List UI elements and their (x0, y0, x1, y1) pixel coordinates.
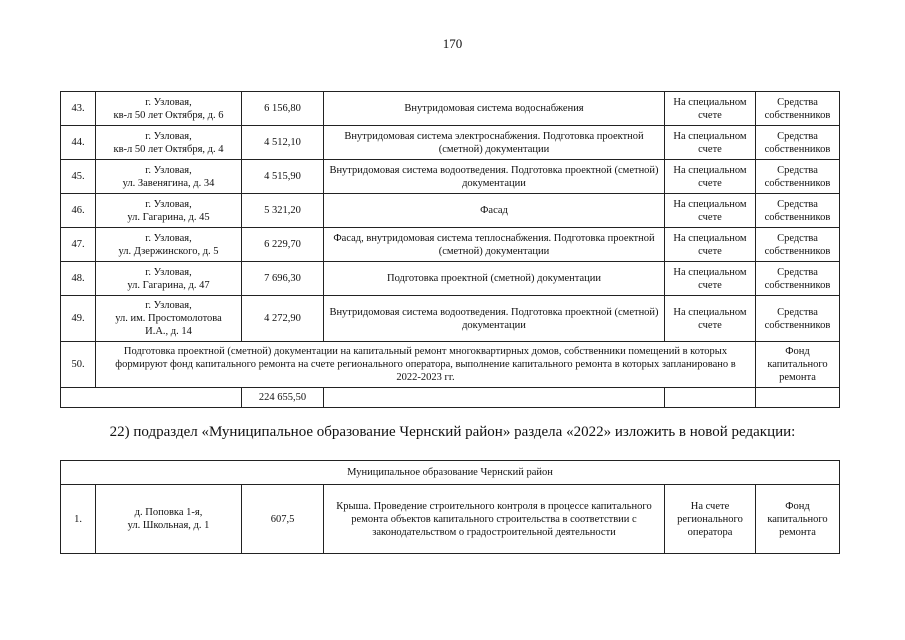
empty-cell (756, 388, 840, 408)
total-row (61, 388, 840, 408)
address-cell (96, 160, 242, 194)
address-cell (96, 126, 242, 160)
address-cell (96, 485, 242, 554)
table-row (61, 296, 840, 342)
row-number: 50. (61, 342, 96, 388)
amount-cell: 6 156,80 (242, 92, 324, 126)
amount-cell: 4 272,90 (242, 296, 324, 342)
account-cell: На специальном счете (665, 92, 756, 126)
address-line: кв-л 50 лет Октября, д. 6 (113, 109, 224, 121)
amount-cell: 7 696,30 (242, 262, 324, 296)
address-cell (96, 92, 242, 126)
account-cell: На счете регионального оператора (665, 485, 756, 554)
funding-cell: Фонд капитального ремонта (756, 342, 840, 388)
work-cell: Крыша. Проведение строительного контроля в процессе капитального ремонта объектов капитального строительства в соответствии с законодательством о градостроительной деятельности (324, 485, 665, 554)
table-row (61, 160, 840, 194)
account-cell: На специальном счете (665, 160, 756, 194)
work-cell: Внутридомовая система водоснабжения (324, 92, 665, 126)
address-line: ул. им. Простомолотова (115, 313, 222, 324)
address-line: И.А., д. 14 (145, 326, 192, 337)
funding-cell: Средства собственников (756, 126, 840, 160)
address-line: г. Узловая, (145, 96, 192, 108)
funding-cell: Средства собственников (756, 92, 840, 126)
row-number: 1. (61, 485, 96, 554)
address-line: ул. Школьная, д. 1 (127, 520, 210, 531)
empty-cell (324, 388, 665, 408)
work-cell: Фасад (324, 194, 665, 228)
funding-cell: Средства собственников (756, 194, 840, 228)
empty-cell (61, 388, 242, 408)
address-line: кв-л 50 лет Октября, д. 4 (113, 143, 224, 155)
address-cell (96, 296, 242, 342)
work-cell: Внутридомовая система водоотведения. Подготовка проектной (сметной) документации (324, 296, 665, 342)
funding-cell: Средства собственников (756, 160, 840, 194)
table-row (61, 485, 840, 554)
amount-cell: 6 229,70 (242, 228, 324, 262)
cherns-district-table (60, 460, 840, 554)
table-row (61, 342, 840, 388)
section-heading: 22) подраздел «Муниципальное образование Чернский район» раздела «2022» изложить в новой редакции: (109, 424, 796, 440)
address-line: г. Узловая, (145, 198, 192, 210)
row-number: 47. (61, 228, 96, 262)
table-header-row (61, 461, 840, 485)
address-cell (96, 228, 242, 262)
row-number: 48. (61, 262, 96, 296)
amount-cell: 4 515,90 (242, 160, 324, 194)
address-line: г. Узловая, (145, 130, 192, 142)
work-cell: Внутридомовая система электроснабжения. Подготовка проектной (сметной) документации (324, 126, 665, 160)
funding-cell: Средства собственников (756, 296, 840, 342)
work-cell: Фасад, внутридомовая система теплоснабжения. Подготовка проектной (сметной) документации (324, 228, 665, 262)
address-line: г. Узловая, (145, 266, 192, 278)
row-number: 49. (61, 296, 96, 342)
account-cell: На специальном счете (665, 296, 756, 342)
account-cell: На специальном счете (665, 262, 756, 296)
total-amount-cell: 224 655,50 (242, 388, 324, 408)
address-line: г. Узловая, (145, 164, 192, 176)
address-line: д. Поповка 1-я, (134, 507, 203, 518)
account-cell: На специальном счете (665, 126, 756, 160)
row-number: 45. (61, 160, 96, 194)
address-line: ул. Завенягина, д. 34 (122, 177, 215, 189)
funding-cell: Средства собственников (756, 228, 840, 262)
table-row (61, 92, 840, 126)
address-cell (96, 262, 242, 296)
address-line: г. Узловая, (145, 232, 192, 244)
summary-text-cell: Подготовка проектной (сметной) документации на капитальный ремонт многоквартирных домов, собственники помещений в которых формируют фонд капитального ремонта на счете регионального оператора, выполнение капитального ремонта в которых запланировано в 2022-2023 гг. (96, 342, 756, 388)
address-line: г. Узловая, (145, 300, 192, 311)
table-row (61, 126, 840, 160)
address-cell (96, 194, 242, 228)
account-cell: На специальном счете (665, 194, 756, 228)
account-cell: На специальном счете (665, 228, 756, 262)
address-line: ул. Гагарина, д. 45 (127, 211, 210, 223)
funding-cell: Средства собственников (756, 262, 840, 296)
funding-cell: Фонд капитального ремонта (756, 485, 840, 554)
capital-repair-table (60, 91, 840, 408)
empty-cell (665, 388, 756, 408)
table-row (61, 228, 840, 262)
district-header: Муниципальное образование Чернский район (61, 461, 840, 485)
amount-cell: 4 512,10 (242, 126, 324, 160)
page-number: 170 (442, 36, 463, 51)
amount-cell: 5 321,20 (242, 194, 324, 228)
address-line: ул. Дзержинского, д. 5 (118, 245, 219, 257)
work-cell: Подготовка проектной (сметной) документации (324, 262, 665, 296)
address-line: ул. Гагарина, д. 47 (127, 279, 210, 291)
table-row (61, 262, 840, 296)
row-number: 43. (61, 92, 96, 126)
row-number: 44. (61, 126, 96, 160)
table-row (61, 194, 840, 228)
row-number: 46. (61, 194, 96, 228)
work-cell: Внутридомовая система водоотведения. Подготовка проектной (сметной) документации (324, 160, 665, 194)
amount-cell: 607,5 (242, 485, 324, 554)
